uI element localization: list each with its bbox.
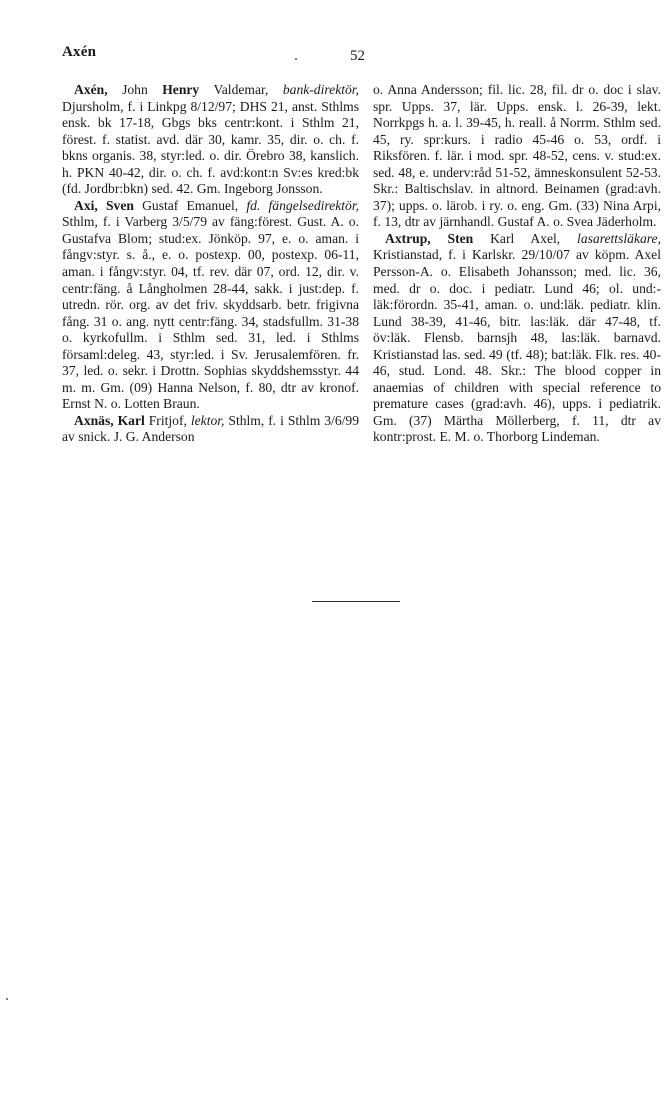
entry-title: lektor, bbox=[190, 412, 225, 428]
entry-title: fd. fängelsedirektör, bbox=[246, 197, 360, 213]
entry-continuation: o. Anna Andersson; fil. lic. 28, fil. dr o. doc i slav. spr. Upps. 37, lär. Upps. ensk. l. 26-39, lekt. Norrkpgs h. a. l. 39-45, h. reall. å Norrm. Sthlm sed. 45, ry. spr:kurs. i radio 45-46 o. 53, ordf. i Riksfören. f. lär. i mod. spr. 48-52, cens. v. stud:ex. sed. 48, e. underv:råd 51-52, ämneskonsulent 52-53. Skr.: Baltischslav. in altnord. Beinamen (grad:avh. 37); upps. o. lärob. i ry. o. eng. Gm. (33) Nina Arpi, f. 13, dtr av järnhandl. Gustaf A. o. Svea Jäderholm. bbox=[373, 82, 661, 230]
page-number: 52 bbox=[350, 48, 365, 64]
right-column bbox=[373, 82, 661, 446]
entry-text: Kristianstad, f. i Karlskr. 29/10/07 av köpm. Axel Persson-A. o. Elisabeth Johansson; med. lic. 36, med. dr o. doc. i pediatr. Lund 46; ol. und:-läk:förordn. 35-41, aman. o. und:läk. pediatr. klin. Lund 38-39, 41-46, bitr. las:läk. där 47-48, tf. öv:läk. Flensb. barnsjh 48, las:läk. barnavd. Kristianstad las. sed. 49 (tf. 48); bat:läk. Flk. res. 40-46, stud. Lond. 48. Skr.: The blood copper in anaemias of children with special reference to premature cases (grad:avh. 46), upps. i pediatrik. Gm. (37) Märtha Möllerberg, f. 11, dtr av kontr:prost. E. M. o. Thorborg Lindeman. bbox=[373, 247, 661, 445]
entry-given-name: Henry bbox=[162, 82, 200, 97]
entry-text: Djursholm, f. i Linkpg 8/12/97; DHS 21, anst. Sthlms ensk. bk 17-18, Gbgs bks centr:kont. i Sthlm 21, förest. f. statist. avd. där 30, kamr. 35, dir. o. ch. f. bkns organis. 38, styr:led. o. dir. Örebro 38, kanslich. h. PKN 40-42, dir. o. ch. f. avd:kont:n Sv:es kred:bk (fd. Jordbr:bkn) sed. 42. Gm. Ingeborg Jonsson. bbox=[62, 98, 359, 197]
entry-axtrup: Axtrup, Sten Karl Axel, lasarettsläkare, Kristianstad, f. i Karlskr. 29/10/07 av köpm. Axel Persson-A. o. Elisabeth Johansson; med. lic. 36, med. dr o. doc. i pediatr. Lund 46; ol. und:-läk:förordn. 35-41, aman. o. und:läk. pediatr. klin. Lund 38-39, 41-46, bitr. las:läk. där 47-48, tf. öv:läk. Flensb. barnsjh 48, las:läk. barnavd. Kristianstad las. sed. 49 (tf. 48); bat:läk. Flk. res. 40-46, stud. Lond. 48. Skr.: The blood copper in anaemias of children with special reference to premature cases (grad:avh. 46), upps. i pediatrik. Gm. (37) Märtha Möllerberg, f. 11, dtr av kontr:prost. E. M. o. Thorborg Lindeman. bbox=[373, 230, 661, 445]
entry-text: Sthlm, f. i Sthlm 3/6/99 av snick. J. G. Anderson bbox=[62, 412, 359, 445]
entry-title: bank-direktör, bbox=[282, 82, 359, 97]
entry-name: Axi, Sven bbox=[74, 197, 134, 213]
entry-text: Sthlm, f. i Varberg 3/5/79 av fäng:förest. Gust. A. o. Gustafva Blom; stud:ex. Jönköp. 97, e. o. aman. i fångv:styr. s. å., e. o. postexp. 00, postexp. 06-11, aman. i fångv:styr. 04, tf. rev. där 07, ord. 12, dir. v. centr:fäng. å Långholmen 28-44, sakk. i just:dep. f. utredn. rör. org. av det friv. skyddsarb. betr. frigivna fång. 31 o. ang. nytt centr:fäng. 34, stadsfullm. 31-38 o. kyrkofullm. i Sthlm sed. 31, led. i Sthlms församl:deleg. 43, styr:led. i Sv. Jerusalemfören. fr. 37, led. o. sekr. i Drottn. Sophias skyddshemsstyr. 44 m. m. Gm. (09) Hanna Nelson, f. 80, dtr av kronof. Ernst N. o. Lotten Braun. bbox=[62, 214, 359, 412]
entry-name: Axtrup, Sten bbox=[385, 230, 474, 246]
entry-title: lasarettsläkare, bbox=[577, 230, 661, 246]
entry-name: Axnäs, Karl bbox=[74, 412, 145, 428]
entry-axi: Axi, Sven Gustaf Emanuel, fd. fängelsedirektör, Sthlm, f. i Varberg 3/5/79 av fäng:förest. Gust. A. o. Gustafva Blom; stud:ex. Jönköp. 97, e. o. aman. i fångv:styr. s. å., e. o. postexp. 00, postexp. 06-11, aman. i fångv:styr. 04, tf. rev. där 07, ord. 12, dir. v. centr:fäng. å Långholmen 28-44, sakk. i just:dep. f. utredn. rör. org. av det friv. skyddsarb. betr. frigivna fång. 31 o. ang. nytt centr:fäng. 34, stadsfullm. 31-38 o. kyrkofullm. i Sthlm sed. 31, led. i Sthlms församl:deleg. 43, styr:led. i Sv. Jerusalemfören. fr. 37, led. o. sekr. i Drottn. Sophias skyddshemsstyr. 44 m. m. Gm. (09) Hanna Nelson, f. 80, dtr av kronof. Ernst N. o. Lotten Braun. bbox=[62, 197, 360, 412]
entry-axen: Axén, John Henry Valdemar, bank-direktör, Djursholm, f. i Linkpg 8/12/97; DHS 21, anst. Sthlms ensk. bk 17-18, Gbgs bks centr:kont. i Sthlm 21, förest. f. statist. avd. där 30, kamr. 35, dir. o. ch. f. bkns organis. 38, styr:led. o. dir. Örebro 38, kanslich. h. PKN 40-42, dir. o. ch. f. avd:kont:n Sv:es kred:bk (fd. Jordbr:bkn) sed. 42. Gm. Ingeborg Jonsson. bbox=[62, 82, 359, 197]
left-column bbox=[62, 82, 359, 446]
print-speck bbox=[6, 998, 8, 1000]
entry-axnas: Axnäs, Karl Fritjof, lektor, Sthlm, f. i Sthlm 3/6/99 av snick. J. G. Anderson bbox=[62, 412, 359, 445]
end-rule bbox=[312, 601, 400, 602]
running-head: Axén bbox=[62, 44, 97, 60]
print-speck bbox=[295, 58, 297, 60]
entry-name: Axén, bbox=[74, 82, 108, 97]
